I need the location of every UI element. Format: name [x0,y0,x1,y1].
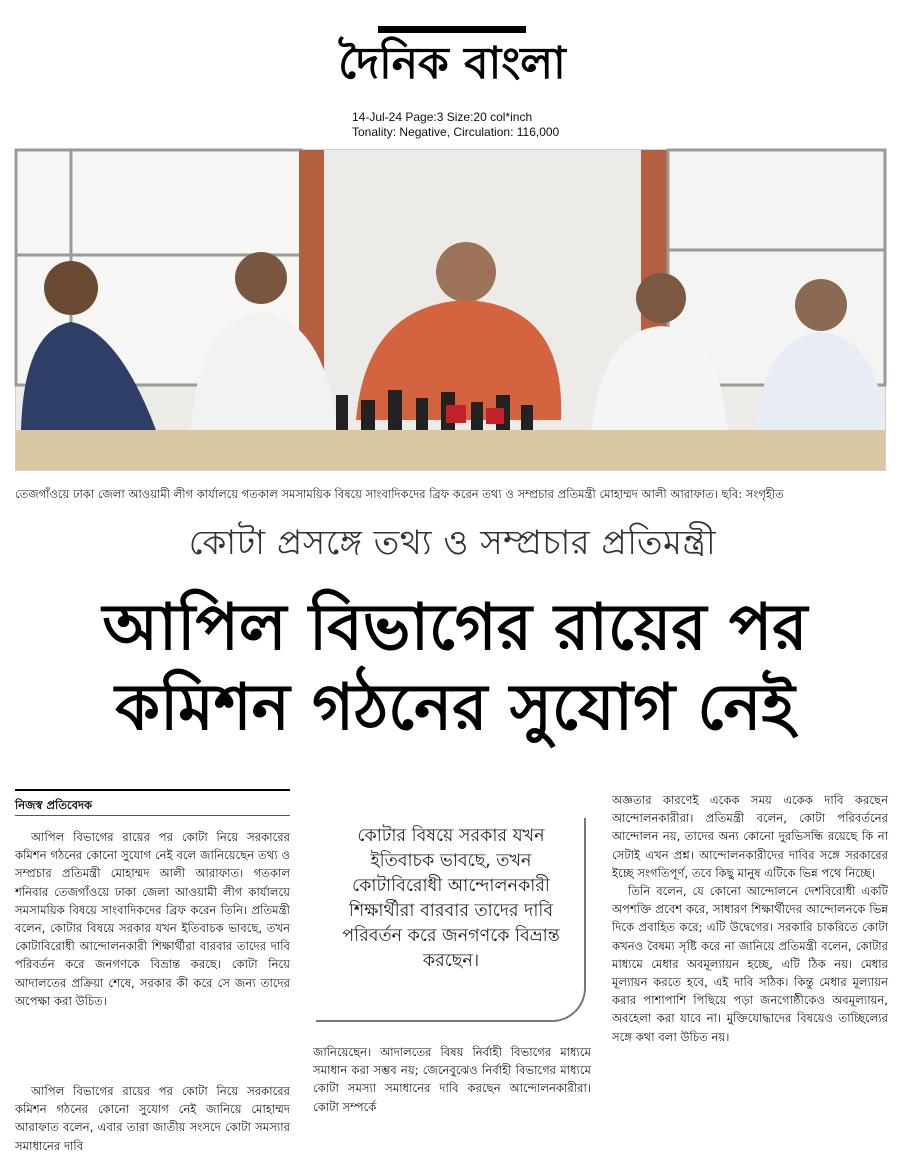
headline-line-2: কমিশন গঠনের সুযোগ নেই [115,671,795,745]
photo-caption: তেজগাঁওয়ে ঢাকা জেলা আওয়ামী লীগ কার্যালয়ে গতকাল সমসাময়িক বিষয়ে সাংবাদিকদের ব্রিফ করেন তথ্য ও সম্প্রচার প্রতিমন্ত্রী মোহাম্মদ আলী আরাফাত। ছবি: সংগৃহীত [15,487,784,501]
headline-line-1: আপিল বিভাগের রায়ের পর [102,591,808,665]
column-1-paragraph-2: আপিল বিভাগের রায়ের পর কোটা নিয়ে সরকারের কমিশন গঠনের কোনো সুযোগ নেই জানিয়ে মোহাম্মদ আরাফাত বলেন, এবার তারা জাতীয় সংসদে কোটা সমস্যার সমাধানের দাবি [15,1084,290,1153]
masthead-logo-graphic [338,6,566,94]
column-1-paragraph-1: আপিল বিভাগের রায়ের পর কোটা নিয়ে সরকারের কমিশন গঠনের কোনো সুযোগ নেই বলে জানিয়েছেন তথ্য ও সম্প্রচার প্রতিমন্ত্রী মোহাম্মদ আলী আরাফাত। গতকাল শনিবার তেজগাঁওয়ে ঢাকা জেলা আওয়ামী লীগ কার্যালয়ে সমসাময়িক বিষয়ে সাংবাদিকদের ব্রিফ করেন তিনি। প্রতিমন্ত্রী বলেন, কোটার বিষয়ে সরকার যখন ইতিবাচক ভাবছে, তখন কোটাবিরোধী আন্দোলনকারী শিক্ষার্থীরা বারবার তাদের দাবি পরিবর্তন করে জনগণকে বিভ্রান্ত করছে। কোটা নিয়ে আদালতের প্রক্রিয়া শেষে, সরকার কী করে সে জন্য তাদের অপেক্ষা করা উচিত। [15,830,290,1008]
column-2-paragraph: জানিয়েছেন। আদালতের বিষয় নির্বাহী বিভাগের মাধ্যমে সমাধান করা সম্ভব নয়; জেনেবুঝেও নির্বাহী বিভাগের মাধ্যমে কোটা সমস্যা সমাধানের দাবি করছেন আন্দোলনকারীরা। কোটা সম্পর্কে [313,1045,591,1114]
clipping-meta-tonality: Tonality: Negative, Circulation: 116,000 [352,125,560,139]
column-1-bottom [15,1082,290,1155]
pull-quote-box [316,818,586,1022]
column-2-bottom [313,1043,591,1116]
column-3-paragraph-2: তিনি বলেন, যে কোনো আন্দোলনে দেশবিরোধী একটি অপশক্তি প্রবেশ করে, সাধারণ শিক্ষার্থীদের আন্দোলনকে ভিন্ন দিকে প্রবাহিত করে; এটি উদ্বেগের। সরকারি চাকরিতে কোটা কখনও বৈষম্য সৃষ্টি করে না জানিয়ে প্রতিমন্ত্রী বলেন, কোটার মাধ্যমে মেধার অবমূল্যায়ন হচ্ছে, এটি ঠিক নয়। মেধার মূল্যায়ন করতে হবে, এই দাবি সঠিক। কিন্তু মেধার মূল্যায়ন করার পাশাপাশি পিছিয়ে পড়া জনগোষ্ঠীকেও অবমূল্যায়ন, অবহেলা করা যাবে না। মুক্তিযোদ্ধাদের বিষয়েও তাচ্ছিল্যের সঙ্গে কথা বলা উচিত নয়। [612,884,888,1044]
article-kicker: কোটা প্রসঙ্গে তথ্য ও সম্প্রচার প্রতিমন্ত্রী [188,523,717,563]
clipping-meta-page: 14-Jul-24 Page:3 Size:20 col*inch [352,110,533,124]
byline-rule-bottom [15,815,290,816]
press-briefing-photo [15,149,886,471]
column-3-paragraph-1: অজ্ঞতার কারণেই একেক সময় একেক দাবি করছেন আন্দোলনকারীরা। প্রতিমন্ত্রী বলেন, কোটা পরিবর্তনের আন্দোলন নয়, তাদের অন্য কোনো দুরভিসন্ধি রয়েছে কি না সেটাই এখন প্রশ্ন। আন্দোলনকারীদের দাবির সঙ্গে সরকারের ইচ্ছে সংগতিপূর্ণ, তবে কিছু মানুষ এটিকে ভিন্ন পথে নিচ্ছে। [612,793,888,880]
pull-quote: কোটার বিষয়ে সরকার যখন ইতিবাচক ভাবছে, তখন কোটাবিরোধী আন্দোলনকারী শিক্ষার্থীরা বারবার তাদের দাবি পরিবর্তন করে জনগণকে বিভ্রান্ত করছেন। [342,826,560,971]
byline-rule-top [15,789,290,791]
column-3 [612,791,888,1046]
masthead-title: দৈনিক বাংলা [338,38,566,89]
column-1-top [15,828,290,1010]
press-briefing-illustration [16,150,885,470]
byline: নিজস্ব প্রতিবেদক [15,798,93,812]
masthead-logo [338,6,566,94]
